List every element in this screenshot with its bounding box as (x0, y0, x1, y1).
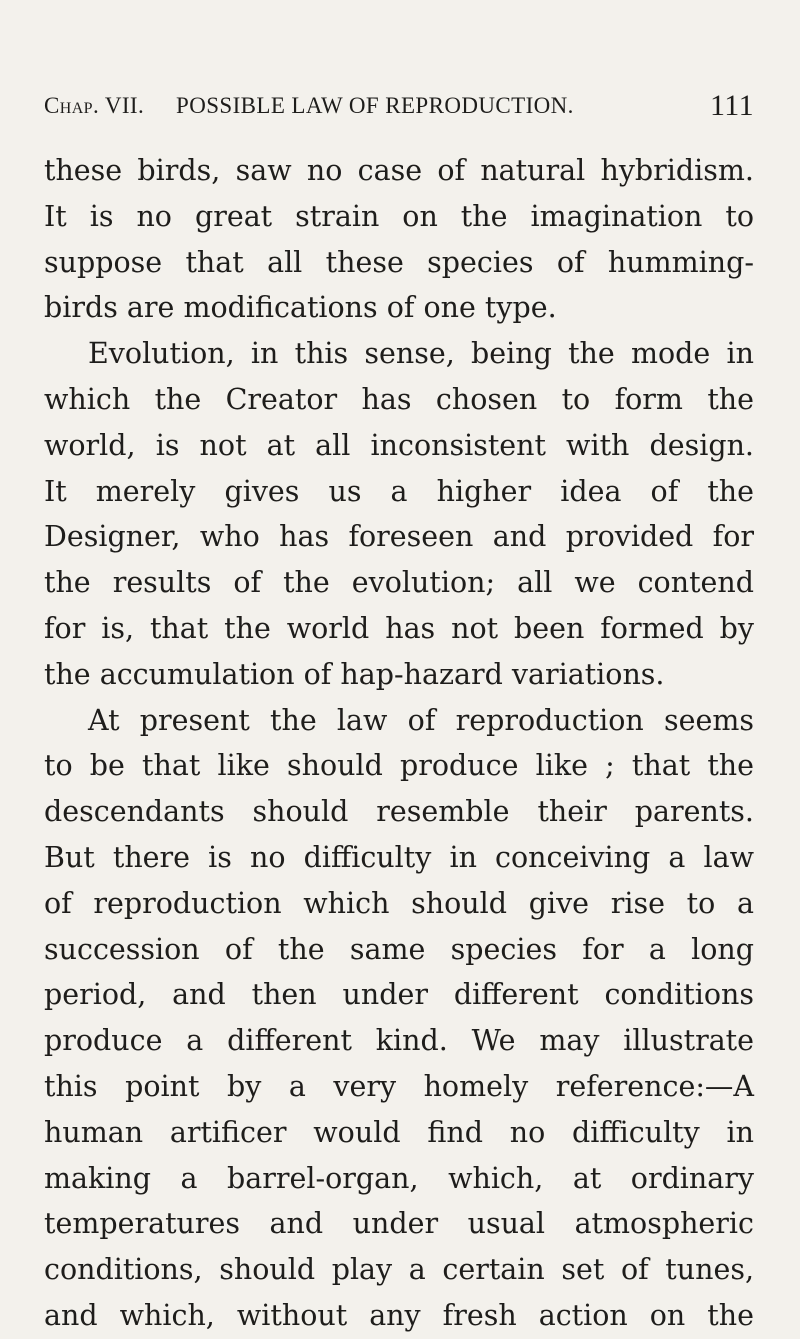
text-line: It is no great strain on the imagination to (44, 199, 754, 233)
text-line: Designer, who has foreseen and provided for (44, 520, 754, 554)
text-line: succession of the same species for a long (44, 932, 754, 966)
text-line: of reproduction which should give rise to a (44, 886, 754, 920)
text-line: the accumulation of hap-hazard variations. (44, 657, 665, 691)
text-line: conditions, should play a certain set of tunes, (44, 1253, 754, 1287)
text-line: birds are modifications of one type. (44, 291, 557, 325)
text-line: period, and then under different conditions (44, 978, 754, 1012)
text-line: human artificer would find no difficulty in (44, 1115, 754, 1149)
text-line: temperatures and under usual atmospheric (44, 1207, 754, 1241)
text-line: But there is no difficulty in conceiving a law (44, 840, 754, 874)
text-line: this point by a very homely reference:—A (44, 1069, 754, 1103)
text-line: suppose that all these species of humming- (44, 245, 754, 279)
running-title: POSSIBLE LAW OF REPRODUCTION. (176, 93, 574, 118)
text-line: world, is not at all inconsistent with design. (44, 428, 754, 462)
text-line: It merely gives us a higher idea of the (44, 474, 754, 508)
running-head (44, 86, 754, 126)
body-text (44, 148, 754, 1339)
text-line: for is, that the world has not been formed by (44, 611, 754, 645)
text-line: making a barrel-organ, which, at ordinary (44, 1161, 754, 1195)
page-number: 111 (710, 89, 754, 122)
text-line: which the Creator has chosen to form the (44, 382, 754, 416)
text-line: these birds, saw no case of natural hybridism. (44, 154, 754, 187)
text-line: At present the law of reproduction seems (88, 703, 754, 737)
chapter-label: Chap. VII. (44, 93, 145, 118)
text-line: and which, without any fresh action on the (44, 1298, 754, 1332)
text-line: descendants should resemble their parents. (44, 795, 754, 829)
text-line: Evolution, in this sense, being the mode in (88, 337, 754, 371)
text-line: produce a different kind. We may illustrate (44, 1024, 754, 1058)
text-line: to be that like should produce like ; that the (44, 749, 754, 783)
text-line: the results of the evolution; all we contend (44, 566, 754, 600)
